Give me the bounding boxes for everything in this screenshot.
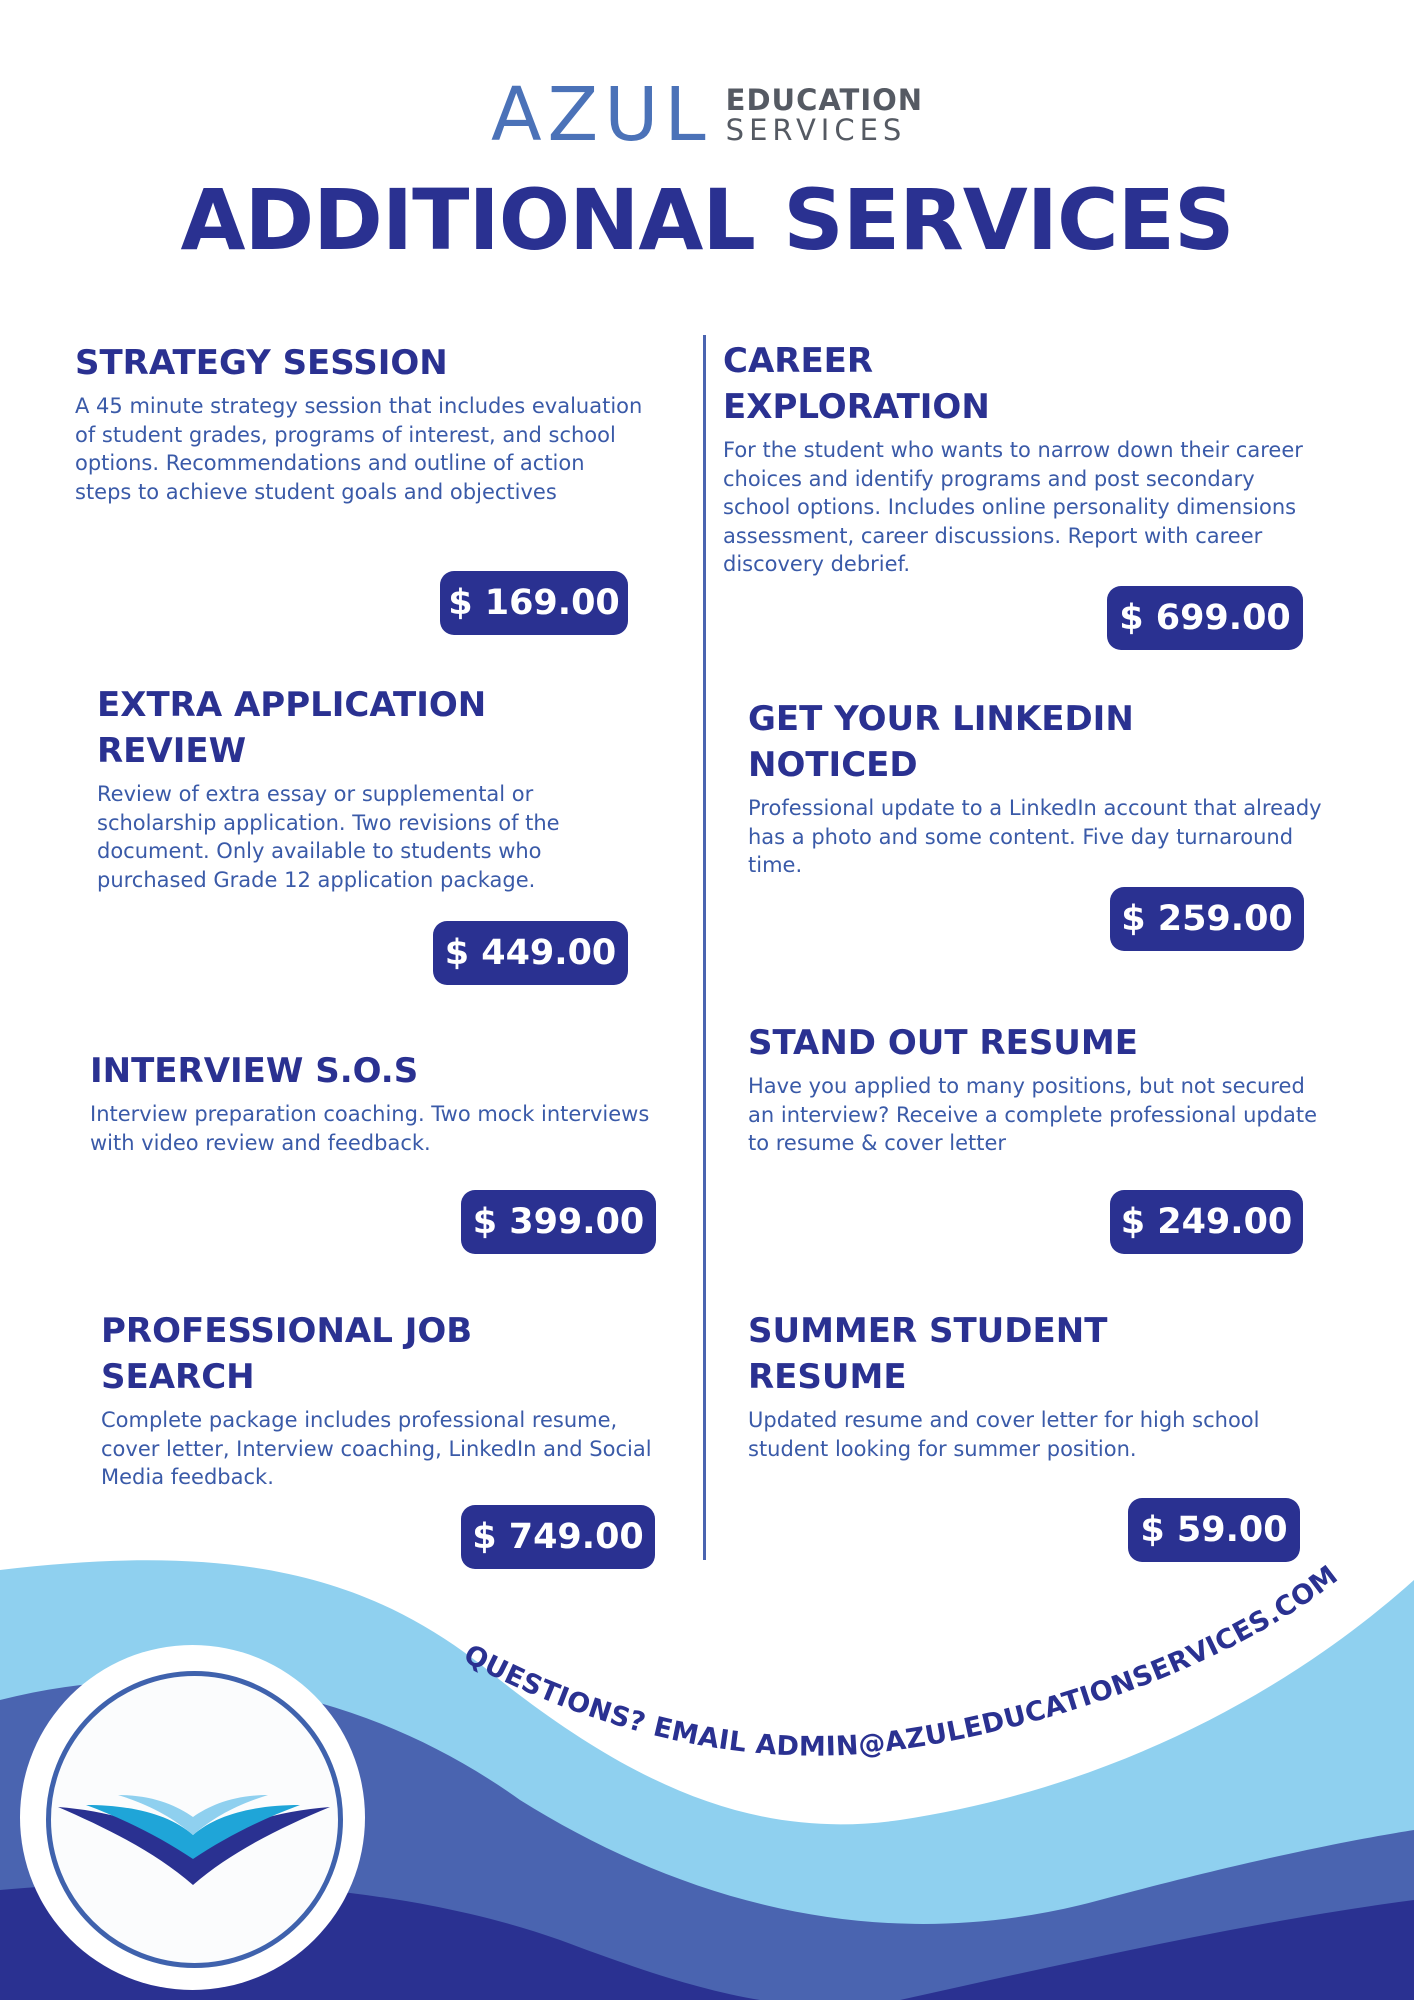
open-book-icon [20,1645,365,1990]
service-title: GET YOUR LINKEDIN NOTICED [748,699,1134,785]
svg-text:QUESTIONS? EMAIL ADMIN@AZULEDU [459,1560,1344,1763]
service-description: Professional update to a LinkedIn account that already has a photo and some content. Five day turnaround time. [748,796,1322,877]
price-badge-interview-sos: $ 399.00 [461,1190,656,1254]
price-badge-extra-application-review: $ 449.00 [433,921,628,985]
page-title: ADDITIONAL SERVICES [180,171,1234,269]
service-description: Have you applied to many positions, but not secured an interview? Receive a complete professional update to resume & cover letter [748,1074,1318,1155]
service-professional-job-search [101,1308,661,1492]
brand-subtitle-line2: SERVICES [725,113,907,147]
service-description: Interview preparation coaching. Two mock interviews with video review and feedback. [90,1102,650,1155]
service-description: Updated resume and cover letter for high school student looking for summer position. [748,1408,1260,1461]
service-strategy-session [75,340,645,506]
price-badge-strategy-session: $ 169.00 [440,571,628,635]
price-badge-professional-job-search: $ 749.00 [461,1505,655,1569]
service-title: SUMMER STUDENT RESUME [748,1311,1108,1397]
service-linkedin-noticed [748,696,1328,880]
brand-subtitle-line1: EDUCATION [725,82,924,117]
service-summer-student-resume [748,1308,1328,1463]
contact-email-text: QUESTIONS? EMAIL ADMIN@AZULEDUCATIONSERVICES.COM [458,1559,1344,1763]
column-divider [703,335,706,1560]
brand-subtitle [725,82,924,147]
service-interview-sos [90,1048,650,1157]
price-badge-stand-out-resume: $ 249.00 [1110,1190,1303,1254]
service-description: Review of extra essay or supplemental or scholarship application. Two revisions of the document. Only available to students who purchased Grade 12 application package. [97,782,560,892]
service-title: STAND OUT RESUME [748,1023,1138,1063]
service-title: PROFESSIONAL JOB SEARCH [101,1311,473,1397]
service-description: For the student who wants to narrow down their career choices and identify programs and post secondary school options. Includes online personality dimensions assessment, career discussions. Report with career discovery debrief. [723,438,1303,576]
service-description: A 45 minute strategy session that includes evaluation of student grades, programs of interest, and school options. Recommendations and outline of action steps to achieve student goals and objectives [75,394,643,504]
service-title: EXTRA APPLICATION REVIEW [97,685,487,771]
service-extra-application-review [97,682,657,894]
price-badge-summer-student-resume: $ 59.00 [1128,1498,1300,1562]
brand-name: AZUL [490,72,712,158]
price-badge-linkedin-noticed: $ 259.00 [1110,887,1304,951]
brand-logo [0,72,1414,158]
service-title: CAREER EXPLORATION [723,341,990,427]
service-stand-out-resume [748,1020,1328,1158]
service-title: STRATEGY SESSION [75,343,448,383]
service-career-exploration [723,338,1303,579]
emblem-badge [20,1645,365,1990]
price-badge-career-exploration: $ 699.00 [1107,586,1303,650]
service-description: Complete package includes professional resume, cover letter, Interview coaching, LinkedIn and Social Media feedback. [101,1408,652,1489]
service-title: INTERVIEW S.O.S [90,1051,419,1091]
